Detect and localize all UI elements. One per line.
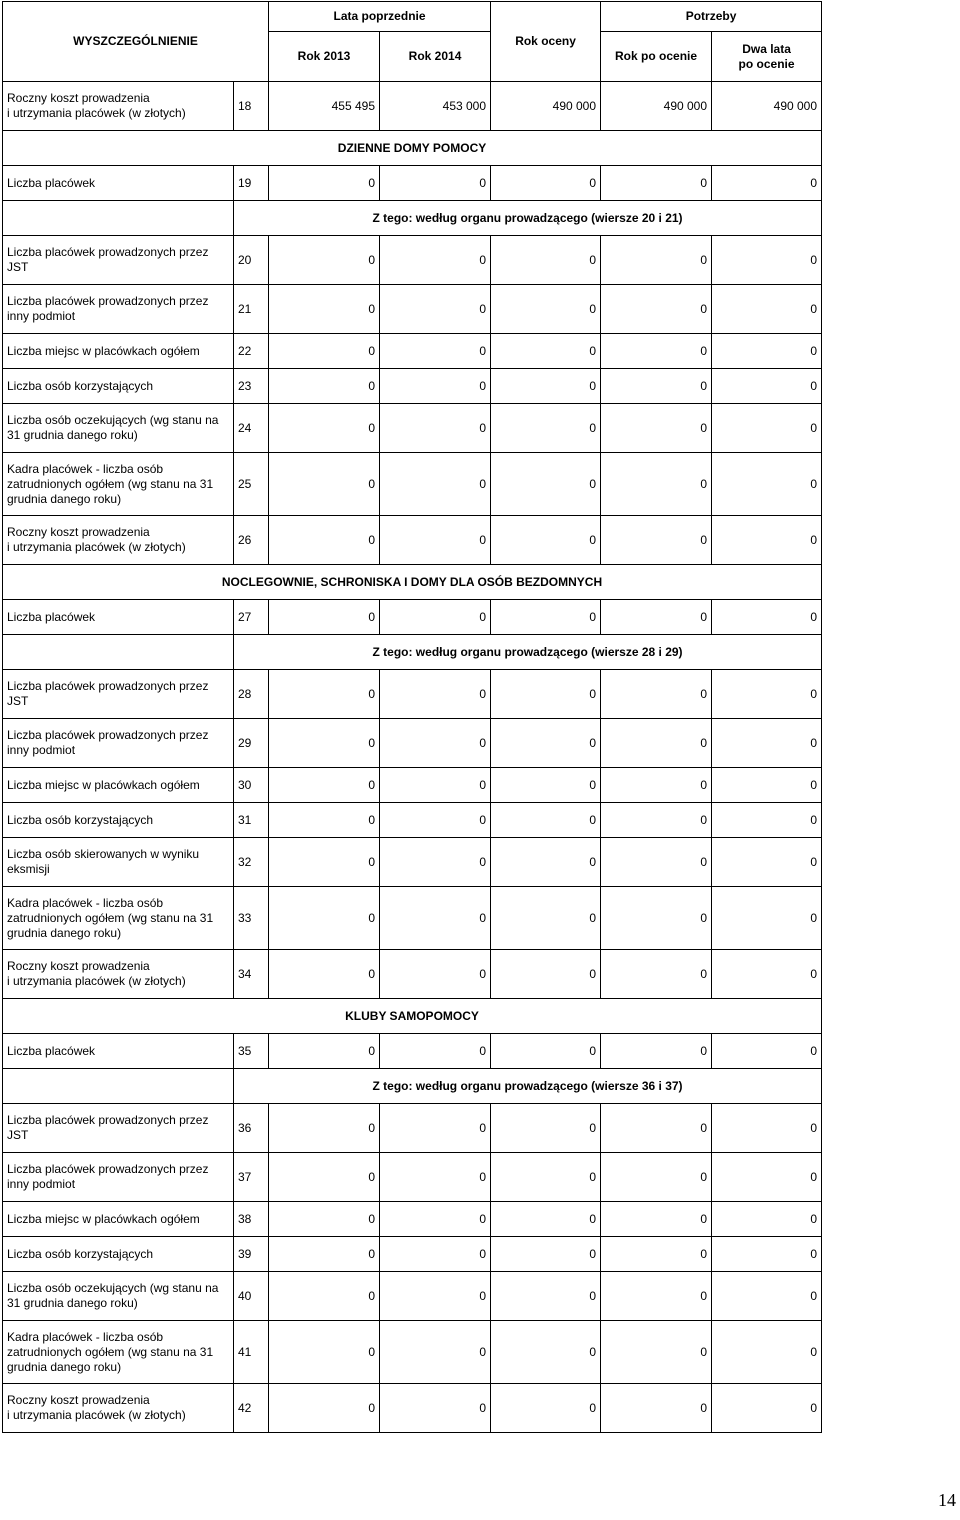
value-cell: 0: [269, 1321, 380, 1384]
label-line: Kadra placówek - liczba osób: [7, 895, 164, 910]
value-cell: 0: [601, 950, 712, 999]
value-cell: 0: [712, 719, 822, 768]
value-cell: 0: [712, 1104, 822, 1153]
header-lata-poprzednie: Lata poprzednie: [269, 2, 491, 32]
value-cell: 0: [491, 768, 601, 803]
section-header-noclegownie: NOCLEGOWNIE, SCHRONISKA I DOMY DLA OSÓB BEZDOMNYCH: [3, 565, 822, 600]
value-cell: 0: [269, 516, 380, 565]
table-row: [3, 334, 822, 369]
header-rok-po-ocenie: Rok po ocenie: [601, 32, 712, 82]
row-label: [3, 1321, 234, 1384]
value-cell: 0: [269, 453, 380, 516]
label-line: Liczba placówek prowadzonych przez: [7, 728, 209, 742]
label-line: Kadra placówek - liczba osób: [7, 1329, 164, 1344]
value-cell: 0: [712, 803, 822, 838]
value-cell: 0: [712, 334, 822, 369]
label-line: 31 grudnia danego roku): [7, 1296, 138, 1310]
label-line: zatrudnionych ogółem (wg stanu na 31: [7, 910, 214, 925]
value-cell: 0: [712, 369, 822, 404]
row-label: Liczba placówek: [3, 600, 234, 635]
value-cell: 0: [601, 670, 712, 719]
section-subheader-kluby: Z tego: według organu prowadzącego (wiersze 36 i 37): [234, 1069, 822, 1104]
value-cell: 0: [269, 1384, 380, 1433]
label-line: i utrzymania placówek (w złotych): [7, 540, 186, 554]
row-number: 18: [234, 82, 269, 131]
label-line: eksmisji: [7, 862, 50, 876]
row-number: 33: [234, 887, 269, 950]
row-label: Liczba miejsc w placówkach ogółem: [3, 334, 234, 369]
value-cell: 0: [712, 887, 822, 950]
table-row: [3, 1202, 822, 1237]
header-rok-2014: Rok 2014: [380, 32, 491, 82]
value-cell: 0: [269, 285, 380, 334]
value-cell: 0: [601, 768, 712, 803]
value-cell: 0: [712, 768, 822, 803]
value-cell: 0: [380, 1104, 491, 1153]
value-cell: 0: [712, 1384, 822, 1433]
table-row: [3, 166, 822, 201]
label-line: 31 grudnia danego roku): [7, 428, 138, 442]
value-cell: 0: [601, 1321, 712, 1384]
label-line: Liczba placówek prowadzonych przez: [7, 294, 209, 308]
value-cell: 0: [491, 887, 601, 950]
value-cell: 0: [712, 166, 822, 201]
value-cell: 0: [491, 285, 601, 334]
table-row: [3, 670, 822, 719]
row-number: 24: [234, 404, 269, 453]
header-wyszczegolnienie: WYSZCZEGÓLNIENIE: [3, 2, 269, 82]
label-line: grudnia danego roku): [7, 491, 122, 506]
label-line: Liczba osób oczekujących (wg stanu na: [7, 1281, 219, 1295]
value-cell: 0: [491, 670, 601, 719]
value-cell: 0: [269, 887, 380, 950]
value-cell: 0: [380, 166, 491, 201]
section-subheader-noclegownie: Z tego: według organu prowadzącego (wiersze 28 i 29): [234, 635, 822, 670]
row-number: 42: [234, 1384, 269, 1433]
value-cell: 0: [491, 1321, 601, 1384]
value-cell: 0: [601, 334, 712, 369]
value-cell: 0: [380, 404, 491, 453]
table-row: [3, 719, 822, 768]
value-cell: 0: [712, 1272, 822, 1321]
value-cell: 0: [491, 719, 601, 768]
row-number: 22: [234, 334, 269, 369]
label-line: i utrzymania placówek (w złotych): [7, 1408, 186, 1422]
value-cell: 0: [491, 453, 601, 516]
value-cell: 0: [269, 950, 380, 999]
value-cell: 0: [491, 369, 601, 404]
value-cell: 0: [491, 1237, 601, 1272]
row-label: Liczba osób korzystających: [3, 369, 234, 404]
table-row: [3, 285, 822, 334]
value-cell: 0: [269, 803, 380, 838]
row-number: 34: [234, 950, 269, 999]
label-line: Liczba osób oczekujących (wg stanu na: [7, 413, 219, 427]
row-label: [3, 516, 234, 565]
row-label: [3, 236, 234, 285]
table-row: [3, 600, 822, 635]
value-cell: 0: [269, 369, 380, 404]
label-line: Kadra placówek - liczba osób: [7, 461, 164, 476]
row-number: 41: [234, 1321, 269, 1384]
value-cell: 0: [380, 369, 491, 404]
value-cell: 0: [380, 803, 491, 838]
value-cell: 0: [601, 1272, 712, 1321]
label-line: Roczny koszt prowadzenia: [7, 959, 150, 973]
value-cell: 0: [601, 1034, 712, 1069]
table-row: [3, 887, 822, 950]
value-cell: 0: [380, 719, 491, 768]
header-dwa-lata-line2: po ocenie: [738, 56, 795, 71]
value-cell: 0: [269, 719, 380, 768]
value-cell: 0: [380, 1384, 491, 1433]
row-label: Liczba placówek: [3, 166, 234, 201]
row-number: 36: [234, 1104, 269, 1153]
value-cell: 0: [601, 887, 712, 950]
value-cell: 0: [380, 334, 491, 369]
label-line: zatrudnionych ogółem (wg stanu na 31: [7, 1344, 214, 1359]
row-label: [3, 453, 234, 516]
value-cell: 453 000: [380, 82, 491, 131]
header-rok-2013: Rok 2013: [269, 32, 380, 82]
table-row: [3, 1153, 822, 1202]
value-cell: 0: [601, 1384, 712, 1433]
value-cell: 0: [380, 453, 491, 516]
value-cell: 0: [601, 166, 712, 201]
table-row: [3, 453, 822, 516]
label-line: inny podmiot: [7, 1177, 76, 1191]
value-cell: 0: [712, 516, 822, 565]
row-number: 27: [234, 600, 269, 635]
table-row: [3, 369, 822, 404]
value-cell: 0: [380, 768, 491, 803]
value-cell: 0: [712, 670, 822, 719]
value-cell: 490 000: [712, 82, 822, 131]
value-cell: 0: [491, 1104, 601, 1153]
row-number: 31: [234, 803, 269, 838]
row-label: Liczba osób korzystających: [3, 1237, 234, 1272]
header-dwa-lata: [712, 32, 822, 82]
value-cell: 0: [601, 803, 712, 838]
value-cell: 490 000: [601, 82, 712, 131]
row-label: Liczba osób korzystających: [3, 803, 234, 838]
value-cell: 0: [712, 1321, 822, 1384]
value-cell: 0: [601, 1202, 712, 1237]
value-cell: 0: [712, 285, 822, 334]
label-line: inny podmiot: [7, 309, 76, 323]
row-number: 26: [234, 516, 269, 565]
row-number: 35: [234, 1034, 269, 1069]
row-label: [3, 404, 234, 453]
row-number: 25: [234, 453, 269, 516]
value-cell: 0: [380, 670, 491, 719]
row-number: 21: [234, 285, 269, 334]
value-cell: 0: [601, 285, 712, 334]
table-row: [3, 236, 822, 285]
value-cell: 0: [491, 516, 601, 565]
value-cell: 0: [269, 334, 380, 369]
label-line: grudnia danego roku): [7, 1359, 122, 1374]
value-cell: 0: [491, 166, 601, 201]
value-cell: 0: [269, 404, 380, 453]
row-label: [3, 1384, 234, 1433]
header-dwa-lata-line1: Dwa lata: [742, 41, 791, 56]
row-label: [3, 719, 234, 768]
value-cell: 0: [712, 1034, 822, 1069]
value-cell: 0: [269, 236, 380, 285]
table-row: [3, 1272, 822, 1321]
header-potrzeby: Potrzeby: [601, 2, 822, 32]
value-cell: 0: [380, 1202, 491, 1237]
value-cell: 0: [380, 1153, 491, 1202]
value-cell: 490 000: [491, 82, 601, 131]
row-number: 20: [234, 236, 269, 285]
row-number: 19: [234, 166, 269, 201]
table-row: [3, 82, 822, 131]
label-line: Liczba placówek prowadzonych przez: [7, 679, 209, 693]
row-label: [3, 1153, 234, 1202]
page-number: 14: [938, 1490, 956, 1510]
value-cell: 0: [712, 1153, 822, 1202]
value-cell: 0: [491, 236, 601, 285]
value-cell: 0: [491, 1034, 601, 1069]
row-label: [3, 82, 234, 131]
label-line: JST: [7, 260, 29, 274]
value-cell: 0: [269, 1272, 380, 1321]
row-label: [3, 1104, 234, 1153]
value-cell: 0: [491, 838, 601, 887]
row-number: 23: [234, 369, 269, 404]
value-cell: 455 495: [269, 82, 380, 131]
value-cell: 0: [380, 1034, 491, 1069]
value-cell: 0: [712, 950, 822, 999]
value-cell: 0: [712, 838, 822, 887]
value-cell: 0: [712, 1202, 822, 1237]
value-cell: 0: [491, 334, 601, 369]
value-cell: 0: [601, 453, 712, 516]
section-header-dzienne: DZIENNE DOMY POMOCY: [3, 131, 822, 166]
value-cell: 0: [269, 838, 380, 887]
value-cell: 0: [269, 1202, 380, 1237]
header-rok-oceny: Rok oceny: [491, 2, 601, 82]
row-label: Liczba placówek: [3, 1034, 234, 1069]
row-label: [3, 670, 234, 719]
value-cell: 0: [712, 453, 822, 516]
value-cell: 0: [601, 838, 712, 887]
value-cell: 0: [380, 236, 491, 285]
row-number: 39: [234, 1237, 269, 1272]
table-row: [3, 516, 822, 565]
table-row: [3, 1321, 822, 1384]
value-cell: 0: [601, 600, 712, 635]
section-header-kluby: KLUBY SAMOPOMOCY: [3, 999, 822, 1034]
value-cell: 0: [601, 1104, 712, 1153]
value-cell: 0: [269, 768, 380, 803]
label-line: JST: [7, 694, 29, 708]
row-label: Liczba miejsc w placówkach ogółem: [3, 768, 234, 803]
label-line: Liczba osób skierowanych w wyniku: [7, 847, 200, 861]
value-cell: 0: [491, 803, 601, 838]
value-cell: 0: [601, 1153, 712, 1202]
table-row: [3, 803, 822, 838]
label-line: zatrudnionych ogółem (wg stanu na 31: [7, 476, 214, 491]
value-cell: 0: [712, 1237, 822, 1272]
value-cell: 0: [380, 516, 491, 565]
value-cell: 0: [380, 285, 491, 334]
label-line: i utrzymania placówek (w złotych): [7, 106, 186, 120]
value-cell: 0: [269, 600, 380, 635]
value-cell: 0: [491, 1272, 601, 1321]
value-cell: 0: [380, 838, 491, 887]
value-cell: 0: [491, 404, 601, 453]
row-number: 40: [234, 1272, 269, 1321]
table-row: [3, 950, 822, 999]
value-cell: 0: [269, 166, 380, 201]
row-label: Liczba miejsc w placówkach ogółem: [3, 1202, 234, 1237]
value-cell: 0: [491, 600, 601, 635]
row-number: 32: [234, 838, 269, 887]
value-cell: 0: [491, 950, 601, 999]
value-cell: 0: [712, 236, 822, 285]
label-line: Roczny koszt prowadzenia: [7, 1393, 150, 1407]
label-line: Roczny koszt prowadzenia: [7, 91, 150, 105]
row-number: 37: [234, 1153, 269, 1202]
value-cell: 0: [601, 404, 712, 453]
table-row: [3, 768, 822, 803]
section-subheader-dzienne: Z tego: według organu prowadzącego (wiersze 20 i 21): [234, 201, 822, 236]
table-row: [3, 1034, 822, 1069]
table-row: [3, 1237, 822, 1272]
value-cell: 0: [269, 670, 380, 719]
value-cell: 0: [491, 1153, 601, 1202]
value-cell: 0: [491, 1384, 601, 1433]
label-line: Roczny koszt prowadzenia: [7, 525, 150, 539]
value-cell: 0: [380, 887, 491, 950]
value-cell: 0: [601, 719, 712, 768]
value-cell: 0: [380, 600, 491, 635]
label-line: Liczba placówek prowadzonych przez: [7, 245, 209, 259]
value-cell: 0: [380, 1321, 491, 1384]
label-line: JST: [7, 1128, 29, 1142]
value-cell: 0: [601, 516, 712, 565]
value-cell: 0: [380, 1237, 491, 1272]
row-number: 38: [234, 1202, 269, 1237]
value-cell: 0: [269, 1153, 380, 1202]
label-line: Liczba placówek prowadzonych przez: [7, 1162, 209, 1176]
row-label: [3, 1272, 234, 1321]
row-label: [3, 285, 234, 334]
assessment-table: [2, 1, 822, 1433]
label-line: inny podmiot: [7, 743, 76, 757]
row-label: [3, 950, 234, 999]
value-cell: 0: [269, 1104, 380, 1153]
label-line: i utrzymania placówek (w złotych): [7, 974, 186, 988]
row-number: 29: [234, 719, 269, 768]
value-cell: 0: [712, 600, 822, 635]
table-row: [3, 1384, 822, 1433]
value-cell: 0: [601, 1237, 712, 1272]
label-line: Liczba placówek prowadzonych przez: [7, 1113, 209, 1127]
row-label: [3, 887, 234, 950]
value-cell: 0: [380, 1272, 491, 1321]
value-cell: 0: [380, 950, 491, 999]
value-cell: 0: [269, 1034, 380, 1069]
table-row: [3, 404, 822, 453]
value-cell: 0: [712, 404, 822, 453]
value-cell: 0: [491, 1202, 601, 1237]
value-cell: 0: [601, 236, 712, 285]
value-cell: 0: [269, 1237, 380, 1272]
table-row: [3, 838, 822, 887]
row-number: 28: [234, 670, 269, 719]
label-line: grudnia danego roku): [7, 925, 122, 940]
row-number: 30: [234, 768, 269, 803]
table-row: [3, 1104, 822, 1153]
value-cell: 0: [601, 369, 712, 404]
row-label: [3, 838, 234, 887]
